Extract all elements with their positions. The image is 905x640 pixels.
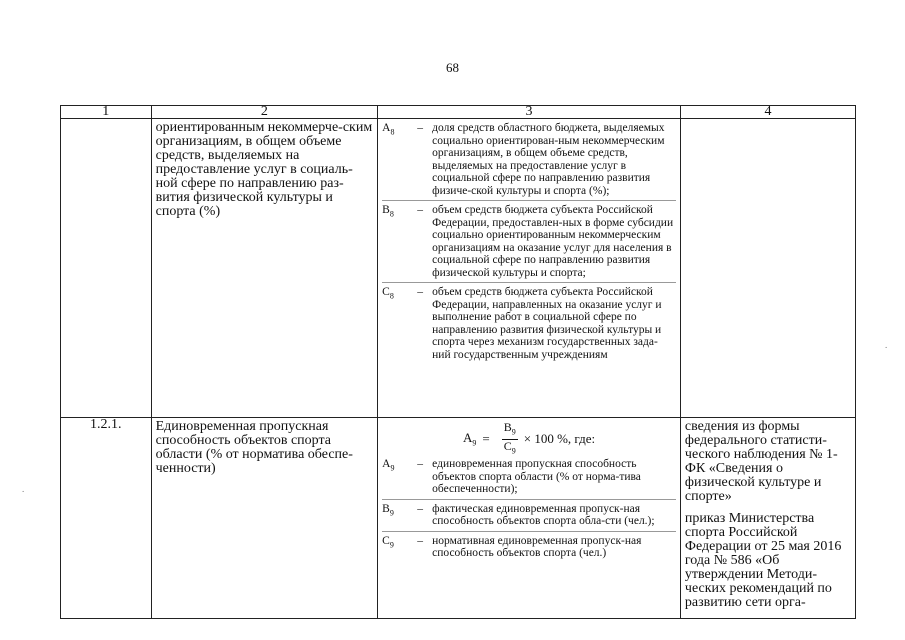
header-col-3: 3 <box>378 106 681 119</box>
variable-definition <box>382 286 676 364</box>
margin-mark: . <box>22 484 25 494</box>
variable-description: доля средств областного бюджета, выделяемых социально ориентирован-ным некоммерческим организациям, в общем объеме средств, выделяемых на предоставление услуг в социальной сфере по направлению развития физиче-ской культуры и спорта (%); <box>432 122 665 197</box>
header-col-4: 4 <box>680 106 855 119</box>
variable-symbol: $C_9$ <box>382 534 394 549</box>
variable-symbol: $A_9$ <box>382 458 395 473</box>
variable-definition <box>382 458 676 500</box>
variable-description: единовременная пропускная способность объектов спорта области (% от норма-тива обеспеченности); <box>432 458 641 495</box>
formula-tail: × 100 %, где: <box>523 431 596 446</box>
variable-definition <box>382 204 676 283</box>
row-a-number <box>61 119 152 418</box>
dash: – <box>417 534 424 547</box>
variable-definition <box>382 122 676 201</box>
variable-symbol: $C_8$ <box>382 286 394 301</box>
variable-description: объем средств бюджета субъекта Российской Федерации, предоставлен-ных в форме субсидии социально ориентированным некоммерческим организациям на оказание услуг для населения в социальной сфере по направлению развития физической культуры и спорта; <box>432 204 674 279</box>
indicator-text: Единовременная пропускная способность объектов спорта области (% от норматива обеспе-ченности) <box>155 419 353 476</box>
margin-mark: . <box>885 340 888 350</box>
variable-symbol: $B_8$ <box>382 204 394 219</box>
row-a-method <box>378 119 681 418</box>
row-a-indicator <box>151 119 378 418</box>
page-number: 68 <box>446 60 459 75</box>
row-a-source <box>680 119 855 418</box>
row-b-indicator <box>151 418 378 619</box>
dash: – <box>417 122 424 134</box>
fraction-denominator: $C_9$ <box>503 438 516 455</box>
variable-description: фактическая единовременная пропуск-ная способность объектов спорта обла-сти (чел.); <box>432 502 655 527</box>
variable-description: нормативная единовременная пропуск-ная способность объектов спорта (чел.) <box>432 534 642 559</box>
row-b-number: 1.2.1. <box>61 418 152 619</box>
table-row <box>61 418 856 619</box>
formula <box>382 420 676 455</box>
table-row <box>61 119 856 418</box>
header-col-1: 1 <box>61 106 152 119</box>
dash: – <box>417 502 424 515</box>
indicator-text: ориентированным некоммерче-ским организациям, в общем объеме средств, выделяемых на предоставление услуг в социаль-ной сфере по направлению раз-вития физической культуры и спорта (%) <box>155 120 373 219</box>
variable-definition <box>382 535 676 563</box>
fraction-numerator: $B_9$ <box>502 421 518 439</box>
formula-fraction <box>502 421 518 457</box>
table-header-row <box>61 106 856 119</box>
dash: – <box>417 204 424 216</box>
row-b-method <box>378 418 681 619</box>
variable-symbol: $B_9$ <box>382 502 394 517</box>
dash: – <box>417 286 424 298</box>
variable-description: объем средств бюджета субъекта Российской Федерации, направленных на оказание услуг и выполнение работ в социальной сфере по направлению развития физической культуры и спорта через механизм государственных зада-ний государственным учреждениям <box>432 286 662 361</box>
formula-equals: = <box>482 431 490 446</box>
indicator-table <box>60 105 856 619</box>
source-paragraph: приказ Министерства спорта Российской Федерации от 25 мая 2016 года № 586 «Об утверждении Методи-ческих рекомендаций по развитию сети орга- <box>684 511 842 610</box>
row-b-source <box>680 418 855 619</box>
dash: – <box>417 458 424 470</box>
formula-lhs: $A_9$ <box>462 430 477 448</box>
source-paragraph: сведения из формы федерального статисти-ческого наблюдения № 1-ФК «Сведения о физической культуре и спорте» <box>684 419 838 504</box>
header-col-2: 2 <box>151 106 378 119</box>
variable-definition <box>382 503 676 532</box>
variable-symbol: $A_8$ <box>382 122 395 137</box>
